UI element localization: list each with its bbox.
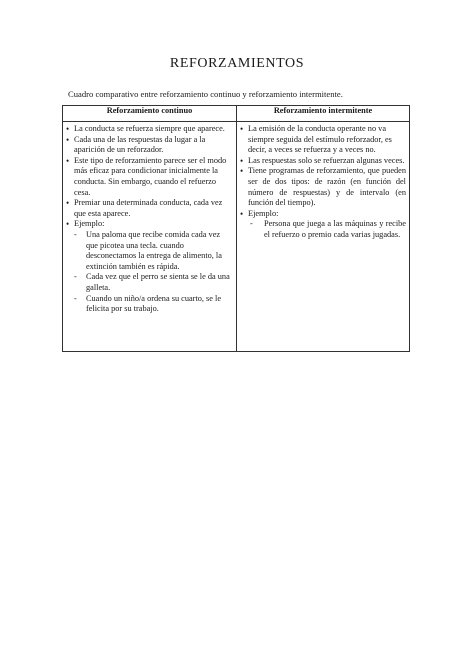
list-item: • La conducta se refuerza siempre que aparece.	[66, 124, 233, 135]
intermitente-list	[240, 124, 406, 219]
continuo-list	[66, 124, 233, 230]
ejemplo-label: Ejemplo:	[74, 219, 105, 229]
list-item: • Premiar una determinada conducta, cada vez que esta aparece.	[66, 198, 233, 219]
intro-text: Cuadro comparativo entre reforzamiento continuo y reforzamiento intermitente.	[68, 89, 343, 99]
list-item: • Tiene programas de reforzamiento, que pueden ser de dos tipos: de razón (en función del número de respuestas) y de intervalo (en función del tiempo).	[240, 166, 406, 208]
intermitente-examples	[240, 219, 406, 240]
list-item: • Este tipo de reforzamiento parece ser el modo más eficaz para condicionar inicialmente la conducta. Sin embargo, cuando el refuerzo cesa.	[66, 156, 233, 198]
comparison-table	[62, 105, 410, 352]
example-item: - Una paloma que recibe comida cada vez que picotea una tecla. cuando desconectamos la entrega de alimento, la extinción también es rápida.	[66, 230, 233, 272]
list-item: • Cada una de las respuestas da lugar a la aparición de un reforzador.	[66, 135, 233, 156]
list-item: • La emisión de la conducta operante no va siempre seguida del estímulo reforzador, es decir, a veces se refuerza y a veces no.	[240, 124, 406, 156]
example-item: - Cada vez que el perro se sienta se le da una galleta.	[66, 272, 233, 293]
list-item-ejemplo	[240, 209, 406, 220]
document-title: REFORZAMIENTOS	[169, 56, 305, 71]
continuo-examples	[66, 230, 233, 315]
header-intermitente: Reforzamiento intermitente	[237, 106, 410, 122]
ejemplo-label: Ejemplo:	[248, 208, 279, 218]
table-header-row	[63, 106, 410, 122]
list-item-ejemplo	[66, 219, 233, 230]
cell-continuo	[63, 122, 237, 352]
list-item: • Las respuestas solo se refuerzan algunas veces.	[240, 156, 406, 167]
example-item: - Cuando un niño/a ordena su cuarto, se le felicita por su trabajo.	[66, 294, 233, 315]
example-item: - Persona que juega a las máquinas y recibe el refuerzo o premio cada varias jugadas.	[240, 219, 406, 240]
table-row	[63, 122, 410, 352]
header-continuo: Reforzamiento continuo	[63, 106, 237, 122]
cell-intermitente	[237, 122, 410, 352]
